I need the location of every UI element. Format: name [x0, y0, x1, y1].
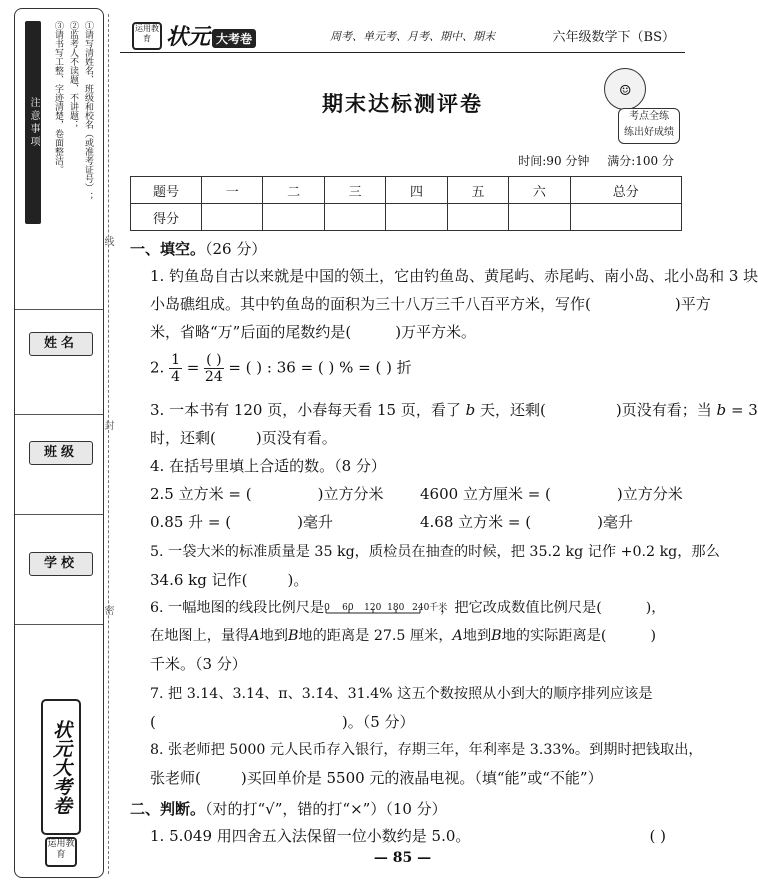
judge-1 [150, 822, 684, 850]
section-1-title [130, 238, 266, 259]
text: )平方 [674, 295, 711, 313]
text: )， [645, 600, 666, 616]
brand-title [166, 20, 256, 51]
question-line [150, 708, 684, 736]
table-header-cell: 四 [386, 177, 447, 204]
text: = 3 [730, 401, 758, 419]
text: 2.5 立方米 = ( [150, 485, 252, 503]
table-row [131, 204, 682, 231]
exam-types: 周考、单元考、月考、期中、期末 [330, 30, 495, 43]
score-label-cell: 得分 [131, 204, 202, 231]
exam-time: 时间:90 分钟 [518, 154, 590, 168]
score-cell[interactable] [263, 204, 324, 231]
scale-label: 120 [364, 603, 382, 613]
note-item: ③请书写工整、字迹清楚，卷面整洁。 [53, 21, 63, 174]
text: 地到 [259, 628, 288, 644]
sidebar-brand-logo: 状元大考卷 [41, 699, 81, 835]
text: 米，省略“万”后面的尾数约是( [150, 323, 352, 341]
sub-item [420, 485, 683, 503]
text: )立方分米 [616, 485, 683, 503]
text: )。 [287, 571, 309, 589]
sidebar-brand [23, 699, 95, 869]
question-7 [150, 680, 684, 736]
note-item: ②监考人不读题、不讲题； [68, 21, 78, 129]
score-cell[interactable] [202, 204, 263, 231]
text: )立方分米 [317, 485, 384, 503]
notes-box [19, 15, 97, 230]
mascot-line: 考点全练 [629, 111, 669, 122]
question-line [150, 352, 684, 385]
section-heading: 二、判断。 [130, 800, 206, 818]
text: 4.68 立方米 = ( [420, 513, 532, 531]
text: ，把它改成数值比例尺是( [440, 600, 602, 616]
binding-sidebar [14, 8, 104, 878]
text: 地的距离是 27.5 厘米， [298, 628, 453, 644]
sidebar-divider [15, 414, 103, 415]
variable: B [491, 628, 502, 644]
grade-subject: 六年级数学下（BS） [552, 30, 675, 45]
cut-line [108, 14, 109, 874]
text: )页没有看。 [255, 429, 337, 447]
variable: B [287, 628, 299, 644]
text: )买回单价是 5500 元的液晶电视。（填“能”或“不能”） [240, 769, 603, 787]
text: )页没有看；当 [615, 401, 712, 419]
scale-label: 60 [342, 603, 354, 613]
sub-item [150, 508, 420, 536]
cut-mark: 密 [102, 605, 113, 615]
note-item: ①请写清姓名、班级和校名（或准考证号）； [83, 21, 93, 201]
table-header-cell: 总分 [570, 177, 681, 204]
name-field-label: 姓名 [29, 332, 93, 356]
question-line [150, 424, 684, 452]
text: = ( ) : 36 = ( ) % = ( ) 折 [228, 358, 412, 377]
text: 时，还剩( [150, 429, 216, 447]
notes-title: 注意事项 [25, 21, 41, 224]
time-info [504, 152, 674, 169]
question-line [150, 566, 684, 594]
text: 3. 一本书有 120 页，小春每天看 15 页，看了 [150, 401, 461, 419]
question-6 [150, 594, 684, 678]
school-field-label: 学校 [29, 552, 93, 576]
question-5 [150, 538, 720, 594]
mascot-line: 练出好成绩 [624, 127, 674, 138]
table-row [131, 177, 682, 204]
scale-label: 180 [387, 603, 405, 613]
text: )毫升 [597, 513, 633, 531]
section-points: （对的打“√”，错的打“×”）（10 分） [205, 800, 447, 818]
sub-item [150, 480, 420, 508]
question-line: 7. 把 3.14、3.14̇、π、3.1̇4̇、31.4% 这五个数按照从小到大的顺序排列应该是 [150, 686, 653, 702]
table-header-cell: 一 [202, 177, 263, 204]
mascot-scroll [618, 108, 680, 144]
question-line: 4. 在括号里填上合适的数。（8 分） [150, 457, 386, 475]
section-points: （26 分） [205, 240, 267, 258]
text: )毫升 [297, 513, 333, 531]
mascot [596, 68, 680, 146]
question-line: 8. 张老师把 5000 元人民币存入银行，存期三年，年利率是 3.33%。到期时把钱取出， [150, 742, 703, 758]
question-line [150, 318, 684, 346]
question-line [150, 480, 684, 508]
text: 0.85 升 = ( [150, 513, 232, 531]
question-line [150, 594, 684, 622]
sub-item [420, 513, 633, 531]
section-2-title [130, 798, 447, 819]
notes-text [45, 21, 95, 224]
text: 6. 一幅地图的线段比例尺是 [150, 600, 325, 616]
question-line [150, 622, 684, 650]
text: 在地图上，量得 [150, 628, 250, 644]
fraction[interactable] [204, 352, 223, 385]
score-cell[interactable] [324, 204, 385, 231]
text: 张老师( [150, 769, 201, 787]
question-line: 千米。（3 分） [150, 655, 247, 673]
question-4 [150, 452, 684, 536]
question-line [150, 822, 684, 850]
question-line [150, 396, 758, 424]
sidebar-small-logo: 运用教育 [45, 837, 77, 867]
table-header-cell: 六 [509, 177, 570, 204]
full-score: 满分:100 分 [607, 154, 674, 168]
numerator: 1 [171, 352, 181, 368]
table-header-cell: 二 [263, 177, 324, 204]
score-cell[interactable] [509, 204, 570, 231]
sidebar-divider [15, 624, 103, 625]
score-cell[interactable] [570, 204, 681, 231]
question-number: 2. [150, 358, 165, 377]
scale-label: 240千米 [412, 603, 448, 613]
scale-bar [324, 600, 448, 616]
text: 地到 [462, 628, 492, 644]
score-table [130, 176, 682, 231]
variable: b [465, 401, 476, 419]
text: 地的实际距离是( [501, 628, 607, 644]
denominator: 4 [171, 369, 181, 385]
page-header [128, 20, 683, 50]
text: )。（5 分） [341, 713, 415, 731]
class-field-label: 班级 [29, 441, 93, 465]
question-line: 1. 钓鱼岛自古以来就是中国的领土，它由钓鱼岛、黄尾屿、赤尾屿、南小岛、北小岛和 3 块 [150, 267, 758, 285]
variable: b [716, 401, 727, 419]
text: 4600 立方厘米 = ( [420, 485, 551, 503]
question-2 [150, 352, 684, 385]
text: 1. 5.049 用四舍五入法保留一位小数约是 5.0。 [150, 827, 471, 845]
page-title: 期末达标测评卷 [322, 91, 483, 116]
table-header-cell: 三 [324, 177, 385, 204]
cut-mark: 线 [102, 236, 113, 246]
question-1 [150, 262, 758, 346]
brand-tag: 大考卷 [212, 29, 256, 48]
brand-name: 状元 [166, 24, 211, 50]
text: ) [650, 628, 657, 644]
text: 小岛礁组成。其中钓鱼岛的面积为三十八万三千八百平方米，写作( [150, 295, 591, 313]
text: = [186, 358, 200, 377]
question-line: 5. 一袋大米的标准质量是 35 kg，质检员在抽查的时候，把 35.2 kg 记作 +0.2 kg，那么 [150, 544, 720, 560]
table-header-cell: 题号 [131, 177, 202, 204]
cut-mark: 封 [102, 420, 113, 430]
question-line [150, 290, 711, 318]
denominator: 24 [204, 369, 223, 385]
text: 34.6 kg 记作( [150, 571, 248, 589]
question-line [150, 508, 684, 536]
sidebar-divider [15, 309, 103, 310]
table-header-cell: 五 [447, 177, 508, 204]
text: 天，还剩( [480, 401, 546, 419]
mascot-head-icon: ☺ [604, 68, 646, 110]
publisher-logo: 运用教育 [132, 22, 162, 50]
variable: A [452, 628, 463, 644]
scale-label: 0 [324, 603, 330, 613]
question-8 [150, 736, 703, 792]
question-3 [150, 396, 758, 452]
answer-paren[interactable]: ( ) [649, 827, 666, 845]
text: )万平方米。 [395, 323, 477, 341]
numerator-blank[interactable]: ( ) [206, 352, 222, 368]
question-line [150, 764, 684, 792]
score-cell[interactable] [386, 204, 447, 231]
header-rule [120, 52, 685, 53]
fraction [169, 352, 182, 385]
section-heading: 一、填空。 [130, 240, 206, 258]
variable: A [249, 628, 260, 644]
score-cell[interactable] [447, 204, 508, 231]
page-number: — 85 — [373, 850, 432, 866]
sidebar-divider [15, 514, 103, 515]
text: ( [150, 713, 156, 731]
